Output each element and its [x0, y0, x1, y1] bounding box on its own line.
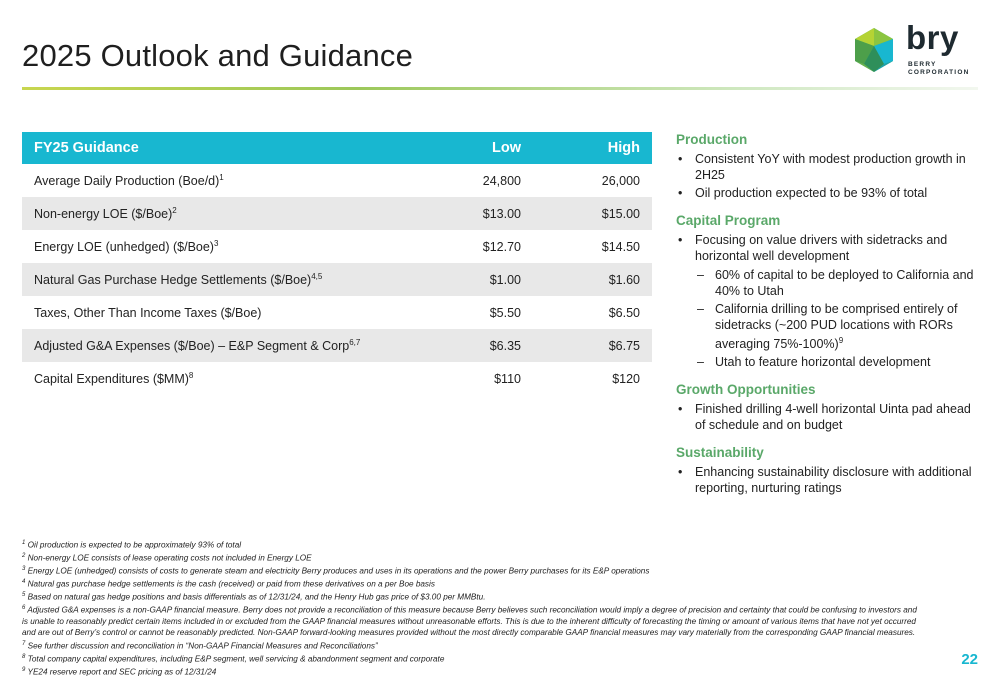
row-label: Capital Expenditures ($MM)$^8$ [34, 370, 194, 387]
section-growth-opportunities [676, 382, 976, 433]
row-high: $1.60 [533, 263, 652, 296]
footnote: $^4$ Natural gas purchase hedge settlements is the cash (received) or paid from these derivatives on a per Boe basis [22, 579, 435, 589]
logo-subtitle: BERRY CORPORATION [908, 61, 970, 76]
page-title: 2025 Outlook and Guidance [22, 38, 414, 73]
row-high: 26,000 [601, 173, 640, 188]
row-label: Non-energy LOE ($/Boe)$^2$ [22, 197, 419, 230]
header-high: High [533, 132, 652, 164]
footnote: $^3$ Energy LOE (unhedged) consists of costs to generate steam and electricity Berry produces and uses in its operations and the power Berry purchases for its E&P operations [22, 566, 650, 576]
row-low: $5.50 [489, 305, 521, 320]
table-row [22, 329, 652, 362]
table-row [22, 230, 652, 263]
bullet-item: • Enhancing sustainability disclosure with additional reporting, nurturing ratings [676, 464, 976, 496]
table-row [22, 263, 652, 296]
sidebar-highlights [676, 132, 976, 508]
table-row [22, 362, 652, 395]
footnote: $^9$ YE24 reserve report and SEC pricing as of 12/31/24 [22, 666, 217, 677]
sub-bullet-item: – 60% of capital to be deployed to California and 40% to Utah [695, 267, 976, 299]
table-row [22, 296, 652, 329]
row-label: Natural Gas Purchase Hedge Settlements ($/Boe)$^{4,5}$ [22, 263, 419, 296]
footnote: $^5$ Based on natural gas hedge positions and basis differentials as of 12/31/24, and the Henry Hub gas price of $3.00 per MMBtu. [22, 592, 486, 602]
row-high: $15.00 [533, 197, 652, 230]
section-production [676, 132, 976, 201]
footnote: $^1$ Oil production is expected to be approximately 93% of total [22, 540, 242, 550]
bullet-item: • Oil production expected to be 93% of total [676, 185, 976, 201]
footnote: $^8$ Total company capital expenditures, including E&P segment, well servicing & abandonment segment and corporate [22, 653, 445, 664]
bullet-item: • Finished drilling 4-well horizontal Uinta pad ahead of schedule and on budget [676, 401, 976, 433]
row-low: $6.35 [419, 329, 533, 362]
gem-logo-icon [850, 26, 898, 74]
row-low: 24,800 [482, 173, 521, 188]
row-label: Average Daily Production $(Boe/d)^1$ [34, 172, 224, 189]
section-heading: Sustainability [676, 445, 764, 461]
row-label: Taxes, Other Than Income Taxes ($/Boe) [34, 306, 262, 321]
table-header-row [22, 132, 652, 164]
row-low: $13.00 [419, 197, 533, 230]
logo-wordmark: bry [906, 19, 959, 56]
row-high: $14.50 [601, 239, 640, 254]
table-row [22, 164, 652, 197]
sub-bullet-item: – California drilling to be comprised entirely of sidetracks (~200 PUD locations with RORs averaging 75%-100%)$^9$ [695, 301, 976, 352]
row-low: $12.70 [482, 239, 521, 254]
sub-bullet-item: – Utah to feature horizontal development [695, 354, 976, 370]
bullet-item: • Focusing on value drivers with sidetracks and horizontal well development – 60% of capital to be deployed to California and 40% to Utah – California drilling to be comprised entirely of sidetracks (~200 PUD locations with RORs averaging 75%-100%)$^9$ – Utah to feature horizontal development [676, 232, 976, 370]
footnote: $^6$ Adjusted G&A expenses is a non-GAAP financial measure. Berry does not provide a reconciliation of this measure because Berry believes such reconciliation would imply a degree of precision and certainty that could be confusing to investors and is unable to reasonably predict certain items included in or excluded from the GAAP financial measures without unreasonable efforts. This is due to the inherent difficulty of forecasting the timing or amount of various items that have not yet occurred and are out of Berry’s control or cannot be reasonably predicted. Non-GAAP forward-looking measures provided without the most directly comparable GAAP financial measures may vary materially from the corresponding GAAP financial measures. [22, 605, 917, 638]
row-high: $120 [612, 371, 640, 386]
footnotes [22, 538, 922, 678]
row-low: $1.00 [419, 263, 533, 296]
footnote: $^7$ See further discussion and reconciliation in “Non-GAAP Financial Measures and Reconciliations” [22, 640, 378, 651]
table-row [22, 197, 652, 230]
footnote: $^2$ Non-energy LOE consists of lease operating costs not included in Energy LOE [22, 553, 312, 563]
guidance-table [22, 132, 652, 395]
section-capital-program [676, 213, 976, 370]
page-number: 22 [961, 651, 978, 668]
section-heading: Capital Program [676, 213, 781, 228]
section-sustainability [676, 445, 976, 496]
header-guidance: FY25 Guidance [22, 132, 419, 164]
row-label: Adjusted G&A Expenses ($/Boe) – E&P Segment & Corp$^{6,7}$ [22, 329, 419, 362]
header-low: Low [419, 132, 533, 164]
row-label: Energy LOE (unhedged) ($/Boe)$^3$ [34, 238, 219, 255]
row-high: $6.75 [533, 329, 652, 362]
row-low: $110 [494, 371, 521, 386]
section-heading: Growth Opportunities [676, 382, 816, 398]
berry-logo [850, 19, 980, 78]
bullet-item: • Consistent YoY with modest production growth in 2H25 [676, 151, 976, 183]
section-heading: Production [676, 132, 748, 147]
title-divider [22, 87, 978, 90]
row-high: $6.50 [608, 305, 640, 320]
